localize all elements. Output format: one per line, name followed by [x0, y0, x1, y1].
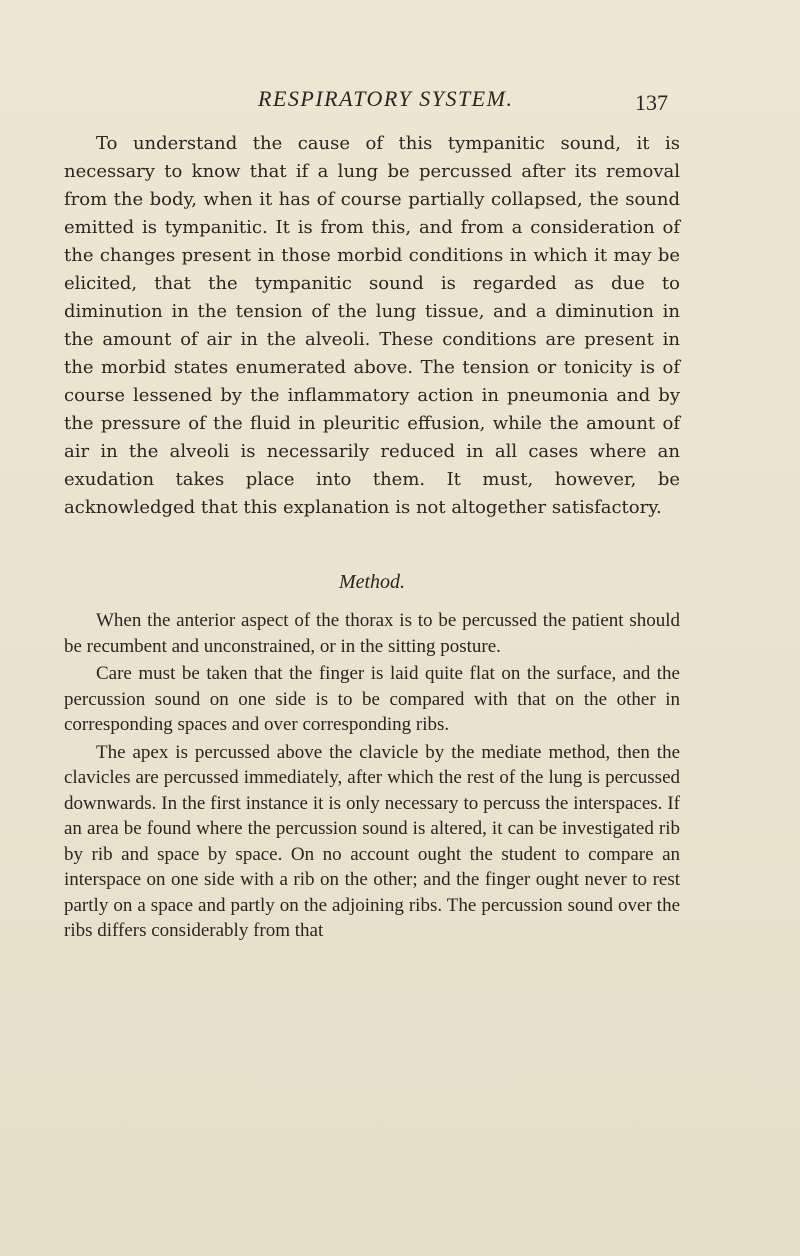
paragraph-patient-posture: When the anterior aspect of the thorax is to be percussed the patient should be recumbent and unconstrained, or in the sitting posture. — [64, 610, 680, 657]
running-title: RESPIRATORY SYSTEM. — [258, 86, 514, 111]
section-heading-method: Method. — [338, 571, 406, 593]
page-number: 137 — [635, 90, 668, 115]
body-text — [64, 130, 680, 944]
running-head — [0, 86, 800, 116]
paragraph-finger-placement: Care must be taken that the finger is laid quite flat on the surface, and the percussion sound on one side is to be compared with that on the other in corresponding spaces and over corresponding ribs. — [64, 663, 680, 735]
paragraph-tympanitic-cause: To understand the cause of this tympanitic sound, it is necessary to know that if a lung be percussed after its removal from the body, when it has of course partially collapsed, the sound emitted is tympanitic. It is from this, and from a consideration of the changes present in those morbid conditions in which it may be elicited, that the tympanitic sound is regarded as due to diminution in the tension of the lung tissue, and a diminution in the amount of air in the alveoli. These conditions are present in the morbid states enumerated above. The tension or tonicity is of course lessened by the inflammatory action in pneumonia and by the pressure of the fluid in pleuritic effusion, while the amount of air in the alveoli is necessarily reduced in all cases where an exudation takes place into them. It must, however, be acknowledged that this explanation is not altogether satisfactory. — [64, 133, 680, 518]
paragraph-apex-percussion: The apex is percussed above the clavicle by the mediate method, then the clavicles are percussed immediately, after which the rest of the lung is percussed downwards. In the first instance it is only necessary to percuss the interspaces. If an area be found where the percussion sound is altered, it can be investigated rib by rib and space by space. On no account ought the student to compare an interspace on one side with a rib on the other; and the finger ought never to rest partly on a space and partly on the adjoining ribs. The percussion sound over the ribs differs considerably from that — [64, 741, 680, 941]
